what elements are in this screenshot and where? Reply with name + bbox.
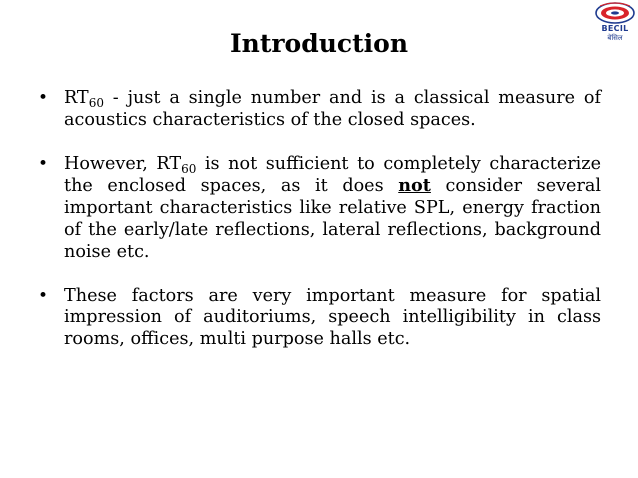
bullet-list bbox=[38, 88, 601, 351]
logo-text-hindi: बेसिल bbox=[607, 34, 623, 42]
bullet-dot-icon: • bbox=[38, 88, 49, 108]
bullet-dot-icon: • bbox=[38, 285, 49, 306]
bullet-text-body: - just a single number and is a classical measure of acoustics characteristics of the closed spaces. bbox=[64, 88, 601, 130]
bullet-text-subscript: 60 bbox=[88, 96, 104, 110]
bullet-text-pre: However, RT bbox=[64, 153, 182, 174]
bullet-item-rt60-insufficient bbox=[38, 154, 601, 264]
bullet-dot-icon: • bbox=[38, 153, 49, 174]
bullet-text-mid: is not sufficient to completely characterize the enclosed spaces, as it does bbox=[64, 153, 601, 197]
bullet-text-post: consider several important characteristics like relative SPL, energy fraction of the early/late reflections, lateral reflections, background noise etc. bbox=[64, 176, 601, 262]
becil-logo-icon bbox=[594, 2, 636, 26]
logo-text-english: BECIL bbox=[601, 24, 629, 33]
bullet-item-factors bbox=[38, 286, 601, 351]
bullet-text-rt: RT bbox=[64, 88, 89, 108]
bullet-text-emphasis: not bbox=[398, 175, 431, 197]
slide-title: Introduction bbox=[229, 29, 409, 58]
bullet-text-body: These factors are very important measure for spatial impression of auditoriums, speech intelligibility in class rooms, offices, multi purpose halls etc. bbox=[64, 285, 601, 350]
bullet-text-subscript: 60 bbox=[181, 161, 197, 176]
bullet-item-rt60-definition bbox=[38, 88, 601, 132]
